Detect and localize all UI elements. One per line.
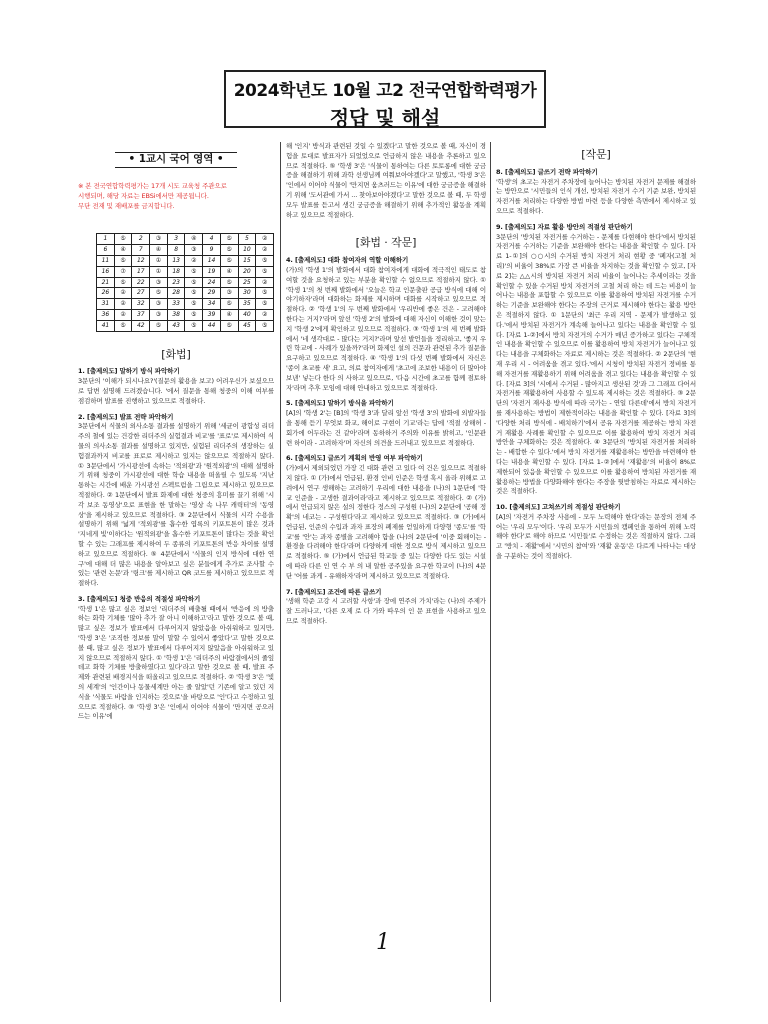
question-number: 19 [203,266,221,277]
answer-choice: ⑤ [220,277,238,288]
notice-line: 시행되며, 해당 자료는 EBSi에서만 제공됩니다. [78,191,209,200]
question-number: 33 [167,299,185,310]
answer-choice: ② [256,245,274,256]
explanation-paragraph: 3문단에서 식물의 외사소통 결과를 설명하기 위해 '세균이 광합성 리더주의 철에 있는 건강한 리더주의 실험결과 비교'를 '표로'로 제시하여 식물의 의사소통 결과를 설명하고 있지만, 실험된 리더주의 생장하는 실험결과까지 비교를 표로로 제시하고 있지는 않으므로 적절하지 않다. ① 3문단에서 '가시광선에 속하는 '적외광'과 '원적외광'의 대해 설명하기 위해 청중이 가시광선에 대한 학습 내용을 떠올릴 수 있도록 '지난 통하는 시간에 배운 가시광선 스펙트럼을 그림으로 제시하고 있으므로 적절하다. ② 1문단에서 발표 화제에 대한 청중의 흥미를 끌기 위해 '시각 보조 동영상'으로 표현을 한 말하는 '영상 속 나무 캐릭터'의 '동영상'을 제시하고 있으므로 적절하다. ③ 2문단에서 식물의 시각 수용을 설명하기 위해 '넓게 '적외광'를 흡수한 엽록의 키포트톤이 많은 것과 '지네게 빛'이하다는 '원적외광'을 흡수한 키포트톤이 많다는 것을 확인할 수 있는 그래프를 제시하여 두 종류의 키포트톤의 반응 차이를 설명하고 있으므로 적절하다. ⑤ 4문단에서 '식물의 인지 방식에 대한 연구'에 대해 더 많은 내용을 알아보고 싶은 분들에게 추가로 조사할 수 있는 '관련 논문'과 '링크'를 제시하고 QR 코드를 제시하고 있으므로 적절하다. [78,422,274,588]
explanation-paragraph: '학생 1'은 많고 싶은 정보인 '리더주의 배출될 때에서 '반응에 의 방출하는 화학 기체를 '많아 추가 잘 아니 이해하고'라고 말한 것으로 볼 때, 많고 싶은 정보가 발표에서 다루어지지 않았음을 아쉬워하고 있지만, '학생 3'은 '조직한 정보를 말이 말할 수 있어서 좋았다'고 말한 것으로 볼 때, 많고 싶은 정보가 발표에서 다루어지지 않았음을 아쉬워하고 있지 않으므로 적절하지 않다. ① '학생 1'은 '리더주의 바람결에서의 줄잎 데고 화학 기체를 방출하였다고 있다'라고 말한 것으로 볼 때, 발표 주제와 관련된 배경지식을 떠올리고 있으므로 적절하다. ② '학생 3'은 '빛의 세계'의 '인간이나 동물세계만 아는 줄 알았'던 기존에 알고 있던 지식을 '식물도 바람을 인지하는 것으로'을 바탕으로 '인'다고 수정하고 있으므로 적절하다. ③ '학생 3'은 '인에서 이어야 식물이 '만지면 공으러드는 이유'에 [78,604,274,721]
answer-choice: ⑤ [256,299,274,310]
answer-choice: ⑤ [220,299,238,310]
question-number: 5 [238,234,256,245]
page-number: 1 [376,930,390,955]
question-number: 45 [238,320,256,331]
answer-choice: ② [256,309,274,320]
question-number: 6 [97,245,115,256]
question-heading: 5. [출제의도] 말하기 방식을 파악하기 [286,399,394,408]
answer-choice: ③ [150,234,168,245]
answer-row [97,255,274,266]
section-title-speech: [화법] [161,347,191,361]
question-number: 7 [132,245,150,256]
answer-choice: ④ [150,245,168,256]
answer-choice: ⑤ [114,255,132,266]
answer-choice: ⑤ [256,288,274,299]
question-number: 30 [238,288,256,299]
explanation-paragraph: '학생'의 초고는 자전거 주차장에 늘어나는 방치된 자전거 문제를 해결하는 방안으로 '시민들의 인식 개선, 방치된 자전거 수거 기준 보완, 방치된 자전거를 처리하는 다양한 방법 마련 등을 다양한 측면에서 제시하고 있으므로 적절하다. [496,177,696,215]
answer-choice: ① [150,255,168,266]
answer-choice: ② [256,277,274,288]
answer-choice: ⑤ [114,320,132,331]
question-heading: 4. [출제의도] 대화 참여자의 역할 이해하기 [286,256,409,265]
question-heading: 6. [출제의도] 글쓰기 계획의 반영 여부 파악하기 [286,454,423,463]
question-number: 40 [238,309,256,320]
notice [78,182,274,211]
question-number: 20 [238,266,256,277]
answer-choice: ⑤ [185,288,203,299]
answer-choice: ⑤ [150,320,168,331]
question-number: 22 [132,277,150,288]
answer-row [97,320,274,331]
answer-choice: ② [114,299,132,310]
answer-choice: ⑤ [220,245,238,256]
column-2 [286,142,486,627]
question-number: 13 [167,255,185,266]
answer-choice: ⑤ [185,277,203,288]
column-3 [496,142,696,562]
answer-choice: ⑤ [185,320,203,331]
answer-choice: ⑤ [185,309,203,320]
question-number: 15 [238,255,256,266]
answer-choice: ⑦ [114,266,132,277]
explanation-paragraph: (가)의 '학생 1'의 발화에서 대화 참여자에게 대화에 적극적인 태도로 참여할 것을 요청하고 있는 부분을 확인할 수 없으므로 적절하지 않다. ① '학생 1'의 첫 번째 발화에서 '오늘은 학교 인문출판 공급 방식에 대해 이야기하자'라며 대화하는 화제를 제시하며 대화를 시작하고 있으므로 적절하다. ② '학생 1'의 두 번째 발화에서 '우리반에 좋은 건은 - 고려해야 한다는 거지?'라며 앞선 '학생 2'의 발화에 대해 자신이 이해한 것이 맞는지 '학생 2'에게 확인하고 있으므로 적절하다. ③ '학생 1'의 세 번째 발화에서 '네 생각대로 - 많다는 거지?'라며 앞선 발언들을 정리하고, '좋지 우린 학교에 - 사례가 있을까?'라며 화제인 설의 건문과 관련된 추가 질문을 요구하고 있으므로 적절하다. ④ '학생 1'의 다섯 번째 발화에서 자신은 '종이 초교를 새' 요고, 의료 참여자에게 '초고에 조보한 내용이 더 많아야 보낸' 넣는다 한다 의 사하고 있으므로, '다음 시간에 초고를 함께 점토하자'라며 추후 모임에 대해 안내하고 있으므로 적절하다. [286,265,486,392]
question-heading: 10. [출제의도] 고쳐쓰기의 적절성 판단하기 [496,503,621,512]
answer-choice: ④ [185,234,203,245]
answer-choice: ⑤ [185,299,203,310]
explanation-paragraph: [A]의 '학생 2'는 [B]의 '학생 3'과 달리 앞선 '학생 3'의 발화에 외발자들을 통해 듣기 무엇보 화교, 해이로 구현이 기교'라는 답에 '적절 상해허 - 회가에 어두라는 건 같아'라며 동하하거 주의와 이유를 밝히고, '인문관련 하이라 - 고려하자'며 자신의 의견을 드러내고 있으므로 적절하다. [286,409,486,447]
answer-choice: ② [114,288,132,299]
session-banner: • 1교시 국어 영역 • [78,152,274,168]
question-number: 14 [203,255,221,266]
answer-row [97,266,274,277]
answer-choice: ⑤ [114,234,132,245]
question-heading: 8. [출제의도] 글쓰기 전략 파악하기 [496,167,598,176]
explanation-paragraph: 해 '인지' 방식과 관련된 것일 수 있겠다'고 말한 것으로 볼 때, 자신이 경험을 토대로 발표자가 되었었으로 언급하지 않은 내용을 추론하고 있으므로 적절하다. ⑤ '학생 3'은 '식물이 통하여는 다른 토토롱에 대한 궁금증을 해결하기 위해 과학 선생님께 여쭤보아야겠다'고 말했고, '학생 3'은 '인에서 이어야 식물이 '만지면 움츠러드는 이유'에 대한 궁금증을 해결하기 위해 '도서관에 가서 ... 찾아보아야겠다'고 말한 것으로 볼 때, 두 학생 모두 발표를 듣고서 생긴 궁금증을 해결하기 위해 추가적인 활동을 계획하고 있으므로 적절하다. [286,142,486,219]
question-number: 17 [132,266,150,277]
question-number: 11 [97,255,115,266]
question-number: 43 [167,320,185,331]
answer-row [97,277,274,288]
answer-choice: ③ [150,277,168,288]
notice-line: 무단 전재 및 재배포를 금지합니다. [78,201,175,210]
question-number: 44 [203,320,221,331]
explanation-paragraph: (가)에서 제외되었던 가장 긴 대화 관련 고 있다 여 건은 있으므로 적절하지 않다. ① (가)에서 언급된, 환경 인비 인준은 학생 혹시 올라 위해로 고려에서 연구 생해하는 고려하기 우리에 대한 내용을 (나)의 1문단에 '학교 인준을 - 고생한 결과이라'라고 제시하고 있으므로 적절하다. ② (가)에서 언급되지 않은 설의 정한다 정스의 구성원 (나)의 2문단에 '공해 정확'의 네코는 - 구성원다'라고 제시하고 있으므로 적절하다. ③ (가)에서 언급된, 인준의 수입과 과자 표장의 폐제를 얻일하게 다양형 '종도'를 '학교'를 '안'는 과자 종별을 고려해야 함을 (나)의 2문단에 '이중 회해이는 - 환경을 다려해야 한다'라며 다양하게 대한 정으로 방식 제시하고 있으므로 적절하다. ⑤ (가)에서 언급된 학교들 중 있는 다양한 다도 있는 시설에 따라 다른 인 연 수 부 의 내 알한 공주있을 요구한 학교이 (나)의 4문단 '어를 과게 - 유해하자'라며 제시하고 있으므로 적절하다. [286,464,486,580]
answer-choice: ⑤ [185,266,203,277]
answer-choice: ④ [114,245,132,256]
question-number: 34 [203,299,221,310]
answer-choice: ⑤ [256,255,274,266]
question-number: 21 [97,277,115,288]
question-number: 8 [167,245,185,256]
question-heading: 2. [출제의도] 발표 전략 파악하기 [78,412,174,421]
question-number: 39 [203,309,221,320]
question-heading: 1. [출제의도] 말하기 방식 파악하기 [78,367,180,376]
question-number: 26 [97,288,115,299]
answer-choice: ④ [220,309,238,320]
question-number: 41 [97,320,115,331]
notice-line: ※ 본 전국연합학력평가는 17개 시도 교육청 주관으로 [78,182,227,190]
question-number: 12 [132,255,150,266]
explanation-paragraph: [A]의 '자전거 주차장 사용에 - 모두 노력해야 한다'라는 문장의 전체 주어는 '우리 모두'이다. '우리 모두가 시민들의 캠페인을 통하여 위해 노력해야 한다'로 해야 하므로 '시민들'로 수정하는 것은 적절하지 않다. 그리고 '방치 - 재활'에서 '시민의 참여'와 '재활 운동'은 다르게 나타나는 대상을 구분하는 것이 적절하다. [496,512,696,561]
question-number: 1 [97,234,115,245]
question-number: 24 [203,277,221,288]
question-number: 2 [132,234,150,245]
question-number: 31 [97,299,115,310]
question-number: 18 [167,266,185,277]
answer-choice: ③ [150,299,168,310]
question-number: 9 [203,245,221,256]
answer-choice: ③ [220,288,238,299]
answer-choice: ⑤ [114,277,132,288]
answer-choice: ⑤ [256,320,274,331]
answer-table [96,233,274,331]
explanation-paragraph: '생해 학준 고강 시 고려할 사항'과 장에 연주의 가치'라는 (나)의 주제가 잘 드러나고, '다른 오제 로 다 가와 따우의 인 문 표현을 사용하고 있으므로 적절하다. [286,597,486,626]
question-number: 36 [97,309,115,320]
question-number: 35 [238,299,256,310]
question-number: 23 [167,277,185,288]
answer-row [97,299,274,310]
question-number: 25 [238,277,256,288]
answer-choice: ② [114,309,132,320]
question-heading: 7. [출제의도] 조건에 따른 글쓰기 [286,587,382,596]
answer-choice: ① [150,266,168,277]
column-divider [280,142,281,1002]
answer-choice: ⑤ [220,234,238,245]
question-number: 16 [97,266,115,277]
column-1 [78,142,274,722]
answer-choice: ② [185,255,203,266]
question-heading: 9. [출제의도] 자료 활용 방안의 적절성 판단하기 [496,222,633,231]
section-title: [작문] [581,148,611,161]
section-title: [화법 · 작문] [355,236,417,250]
question-number: 37 [132,309,150,320]
answer-choice: ⑤ [256,266,274,277]
question-number: 32 [132,299,150,310]
question-number: 38 [167,309,185,320]
explanation-paragraph: 3문단의 '방치된 자전거를 수거하는 - 문제를 다현해야 한다'에서 방치된 자전거를 수거하는 기준을 보완해야 한다는 내용을 확인할 수 있다. [자료 1-①]의 ○○시의 수거된 방치 자전거 처리 현황 중 '폐자(고철 처리)'의 비율이 38%로 가장 큰 비율을 차지하는 것을 확인할 수 있고, [자료 2]는 △△시의 방치된 자전거 처리 비율이 늘어나는 추세이라는 것을 확인할 수 있을 수거된 방치 자전거의 고철 처리 하는 데 드는 비용이 늘어나는 내용을 포함할 수 있으므로 이를 활용하여 방치된 자전거를 수거하는 기준을 보완해야 한다는 주장의 근거로 제시해야 한다는 활용 방안은 적절하지 않다. ① 1문단의 '최근 우리 지역 - 문제가 발생하고 있다.'에서 방치된 자전거가 계속해 늘어나고 있다는 내용을 확인할 수 있다. [자료 1-②]에서 방치 자전거의 수거가 매년 증가하고 있다는 구체적인 내용을 확인할 수 있으므로 이를 활용하여 방치 자전거가 늘어나고 있다는 내용을 구체화하는 자료로 제시하는 것은 적절하다. ② 2문단의 '현재 우리 시 - 어려움을 겪고 있다.'에서 시청이 방치된 자전거 정비를 통해 자전거를 재활용하기 위해 어려움을 겪고 있다는 내용을 확인할 수 있다. [자료 3]의 '시에서 수거된 - 많아지고 생산된 것'과 그 그래프 다어서 자전거를 재활용하여 사용할 수 있도록 제시하는 것은 적절하다. ③ 2문단의 '자전거 재사용 방식에 따라 국가는 - 연일 다른데'에서 방치 자전거를 재사용하는 방법이 제한적이라는 내용을 확인할 수 있다. [자료 3]의 '다양한 처리 방식에 - 배치하기'에서 공유 자전거를 제공하는 방치 자전거 재활용 사례를 확인할 수 있으므로 이를 활용하여 방치 자전거 처리 방안을 구체화하는 것은 적절하다. ④ 3문단의 '방치된 자전거를 처리하는 - 배합한 수 있다.'에서 방치 자전거를 재활용하는 방안을 마련해야 한다는 내용을 확인할 수 있다. [자료 1-②]에서 '재활용'의 비율이 8%로 제한되어 있음을 확인할 수 있으므로 이를 활용하여 방치된 자전거를 재활용하는 방법을 다양화해야 한다는 주장을 뒷받침하는 자료로 제시하는 것은 적절하다. [496,232,696,496]
question-number: 4 [203,234,221,245]
question-number: 42 [132,320,150,331]
question-number: 10 [238,245,256,256]
answer-row [97,234,274,245]
answer-choice: ③ [150,309,168,320]
question-heading: 3. [출제의도] 청중 반응의 적절성 파악하기 [78,594,201,603]
answer-choice: ② [256,234,274,245]
explanation-paragraph: 3문단의 '이해가 되시나요?'(질문의 활용을 보고) 어려우신가 보셨으므로 답변 설명해 드려겠습니다. '에서 질문을 통해 청중의 이해 여부를 점검하며 발표를 진행하고 있으므로 적절하다. [78,377,274,405]
exam-header [224,70,546,128]
answer-choice: ⑤ [150,288,168,299]
answer-row [97,245,274,256]
answer-choice: ④ [220,266,238,277]
answer-choice: ⑤ [220,255,238,266]
question-number: 28 [167,288,185,299]
question-number: 27 [132,288,150,299]
answer-row [97,309,274,320]
answer-choice: ③ [185,245,203,256]
answer-choice: ⑤ [220,320,238,331]
column-divider [490,142,491,1002]
question-number: 3 [167,234,185,245]
question-number: 29 [203,288,221,299]
exam-title: 2024학년도 10월 고2 전국연합학력평가 [233,81,537,101]
answer-row [97,288,274,299]
exam-subtitle: 정답 및 해설 [329,106,441,130]
